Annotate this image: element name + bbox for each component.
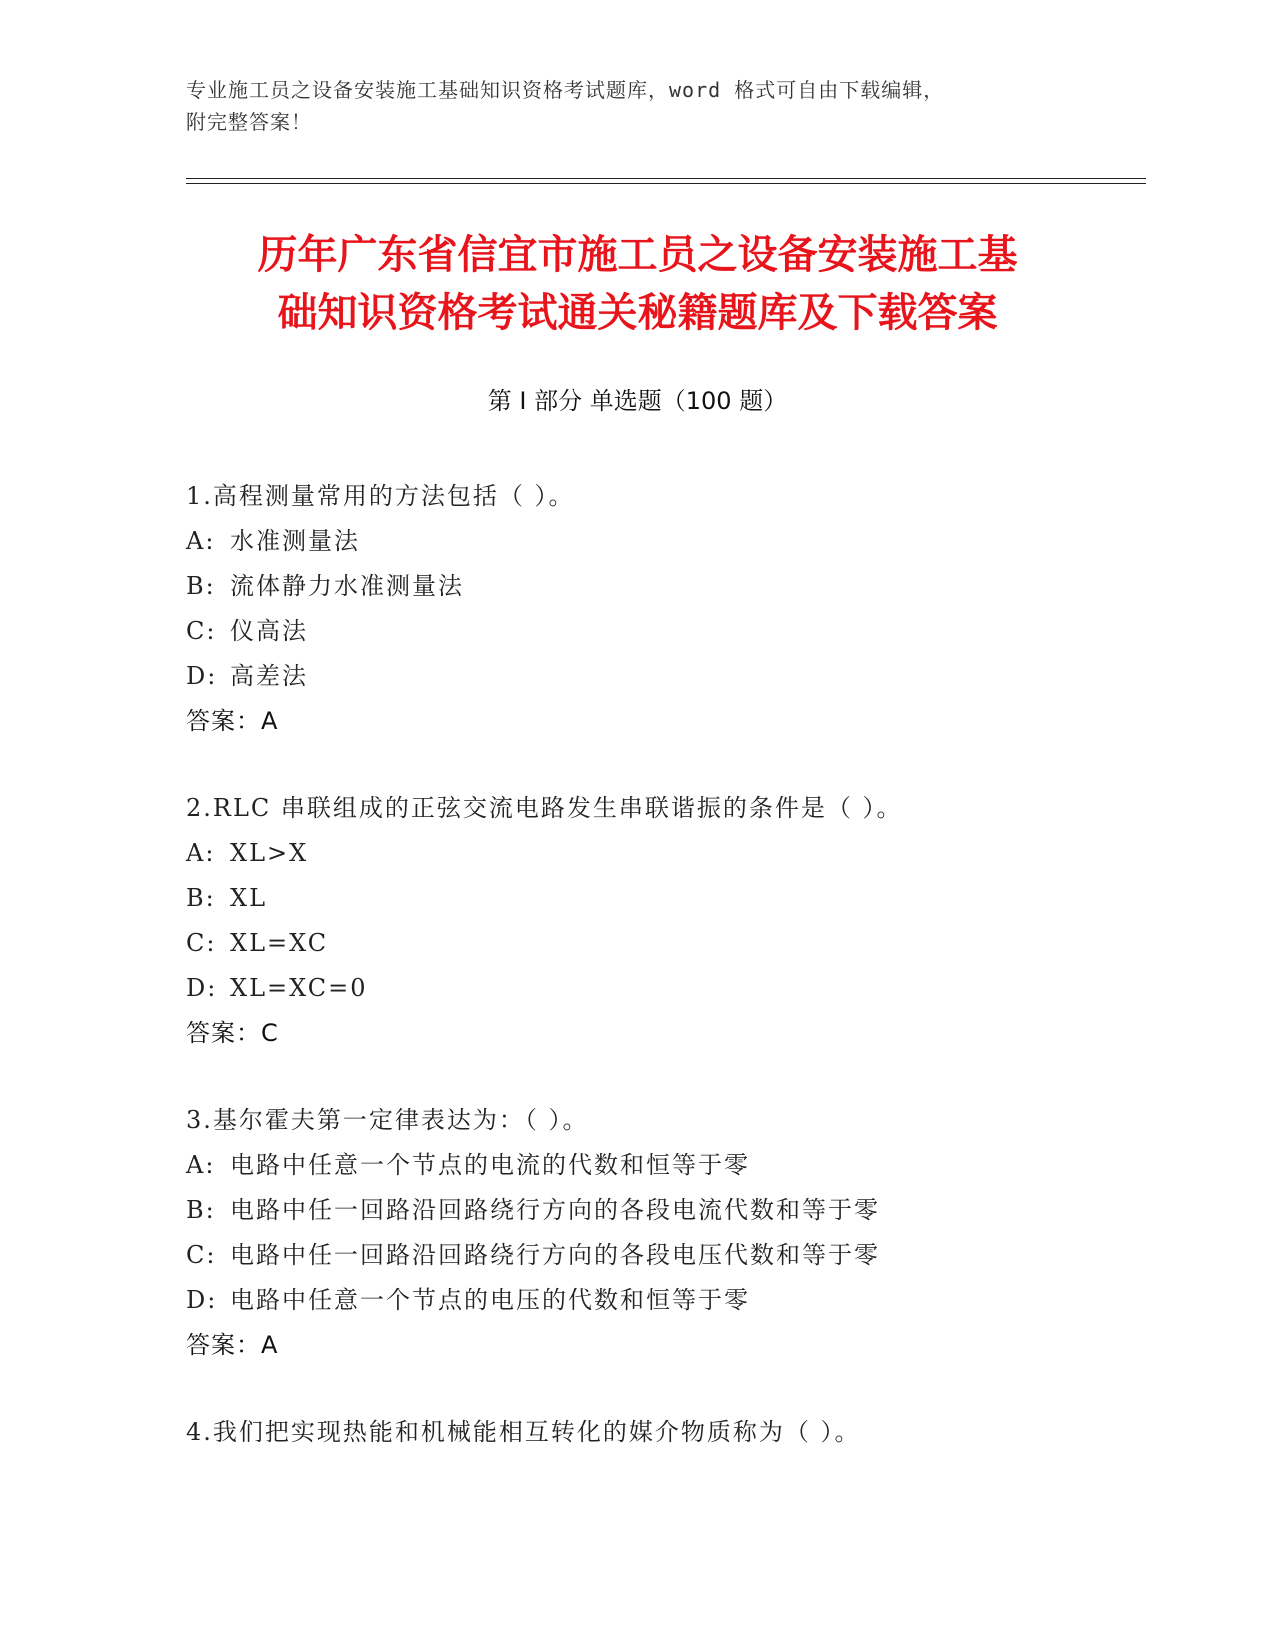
header-divider-top [186,178,1146,179]
question-stem: 4.我们把实现热能和机械能相互转化的媒介物质称为（ ）。 [186,1418,861,1446]
document-title-line-2: 础知识资格考试通关秘籍题库及下载答案 [277,290,998,336]
option-key: B: [186,572,216,600]
option-a [186,831,1146,876]
option-c [186,1233,1146,1278]
question-3 [186,1098,1146,1368]
option-key: B: [186,1196,216,1224]
option-d [186,1278,1146,1323]
option-d [186,966,1146,1011]
option-text: 电路中任意一个节点的电流的代数和恒等于零 [230,1151,750,1179]
option-a [186,1143,1146,1188]
question-stem: 3.基尔霍夫第一定律表达为：（ ）。 [186,1106,589,1134]
option-b [186,564,1146,609]
header-divider-bottom [186,183,1146,184]
question-list [186,474,1146,1497]
question-stem: 1.高程测量常用的方法包括（ ）。 [186,482,575,510]
document-header-note [186,74,1106,138]
question-1 [186,474,1146,744]
option-key: C: [186,617,217,645]
document-title [150,226,1125,342]
option-b [186,1188,1146,1233]
option-text: 电路中任意一个节点的电压的代数和恒等于零 [230,1286,750,1314]
option-b [186,876,1146,921]
option-text: 电路中任一回路沿回路绕行方向的各段电压代数和等于零 [230,1241,880,1269]
option-d [186,654,1146,699]
option-text: XL [230,884,268,912]
question-stem: 2.RLC 串联组成的正弦交流电路发生串联谐振的条件是（ ）。 [186,794,903,822]
section-heading: 第 I 部分 单选题（100 题） [487,387,788,415]
option-text: XL=XC [230,929,329,957]
question-4 [186,1410,1146,1455]
option-key: A: [186,839,216,867]
option-text: 仪高法 [230,617,308,645]
option-key: A: [186,527,216,555]
option-key: C: [186,929,217,957]
answer: 答案：A [186,1331,279,1359]
header-note-line-2: 附完整答案！ [186,110,312,134]
answer: 答案：A [186,707,279,735]
option-key: C: [186,1241,217,1269]
option-text: 高差法 [230,662,308,690]
option-key: D: [186,662,218,690]
option-text: 水准测量法 [230,527,360,555]
option-key: D: [186,974,218,1002]
option-c [186,609,1146,654]
option-a [186,519,1146,564]
option-c [186,921,1146,966]
option-key: B: [186,884,216,912]
option-key: A: [186,1151,216,1179]
option-text: 电路中任一回路沿回路绕行方向的各段电流代数和等于零 [230,1196,880,1224]
option-key: D: [186,1286,218,1314]
option-text: XL=XC=0 [230,974,368,1002]
answer: 答案：C [186,1019,279,1047]
option-text: XL>X [230,839,309,867]
question-2 [186,786,1146,1056]
option-text: 流体静力水准测量法 [230,572,464,600]
header-note-line-1: 专业施工员之设备安装施工基础知识资格考试题库，word 格式可自由下载编辑， [186,78,945,102]
document-title-line-1: 历年广东省信宜市施工员之设备安装施工基 [257,232,1018,278]
